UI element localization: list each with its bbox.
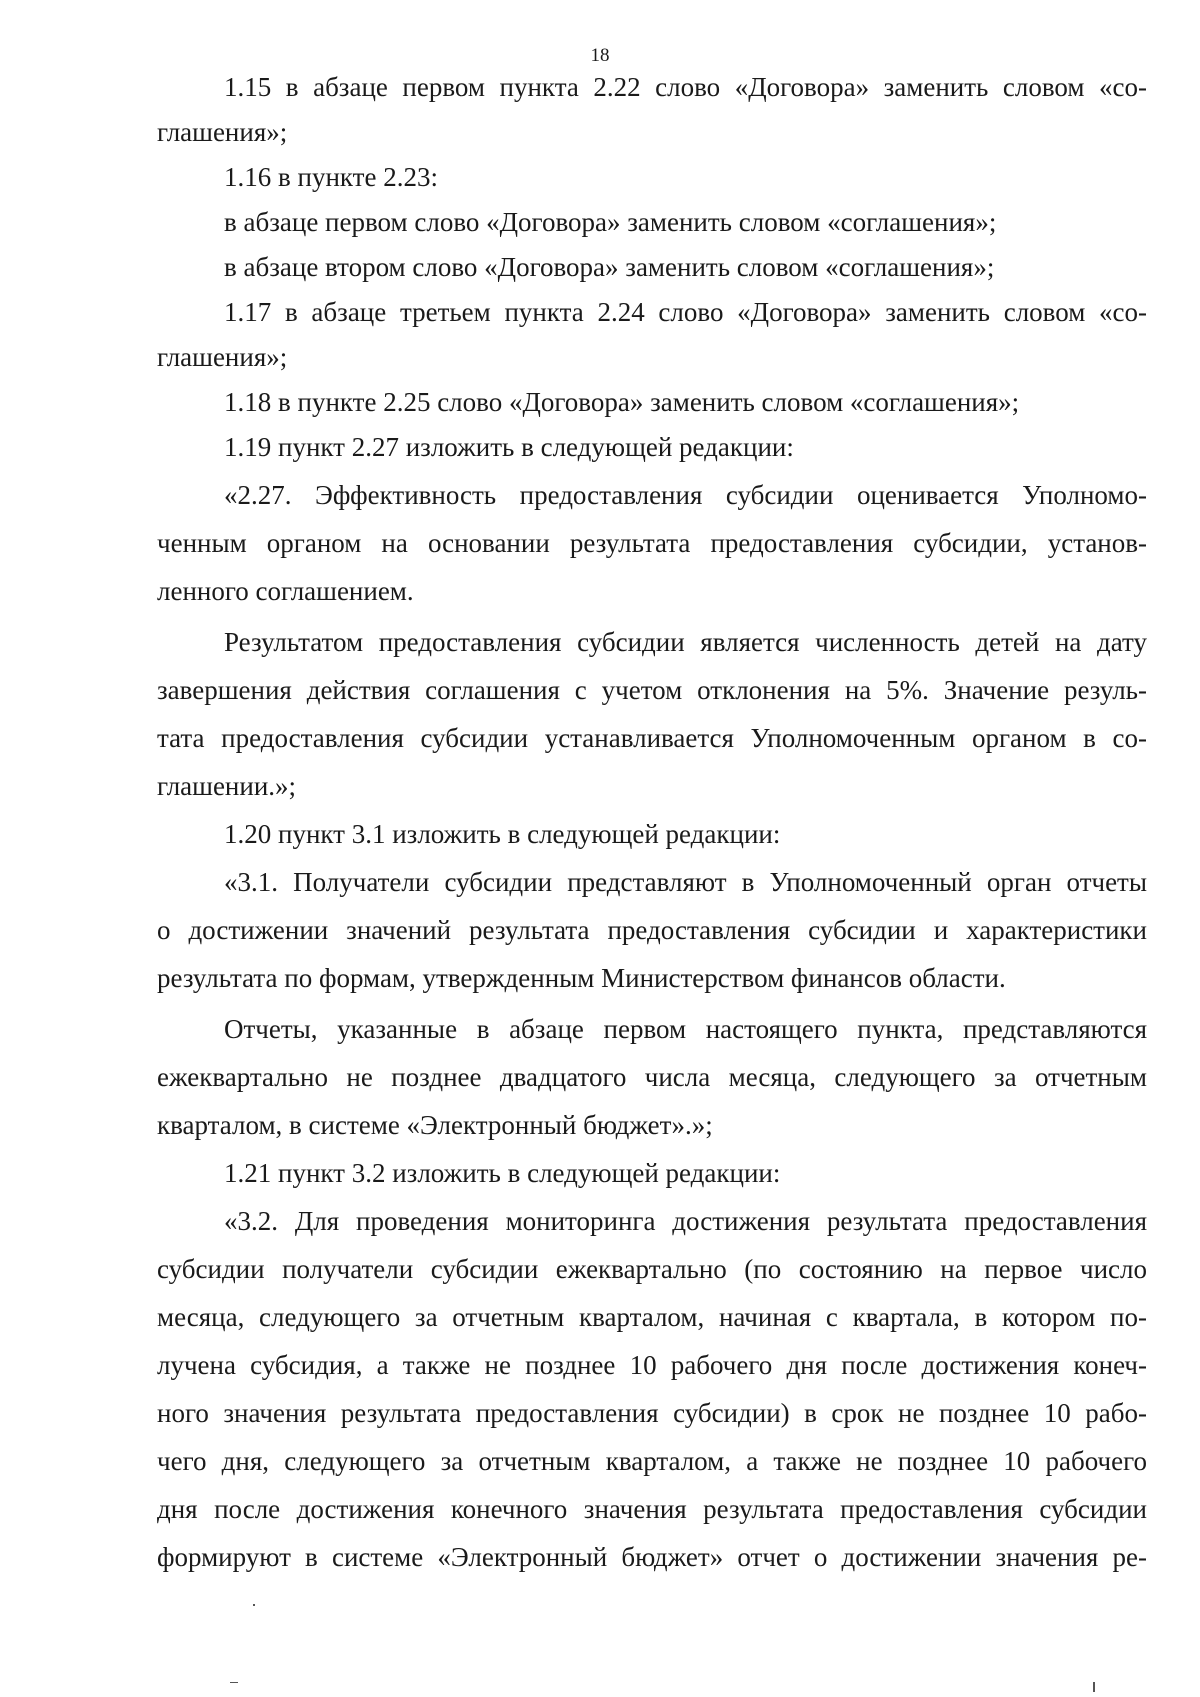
- scan-speck: [253, 1604, 255, 1606]
- scan-speck: [230, 1682, 238, 1683]
- text-line: «2.27. Эффективность предоставления субсидии оценивается Уполномо-: [224, 480, 1147, 510]
- text-line: 1.19 пункт 2.27 изложить в следующей редакции:: [224, 432, 794, 462]
- text-line: 1.20 пункт 3.1 изложить в следующей редакции:: [224, 819, 781, 849]
- text-line: 1.15 в абзаце первом пункта 2.22 слово «Договора» заменить словом «со-: [224, 72, 1147, 102]
- text-line: результата по формам, утвержденным Министерством финансов области.: [157, 963, 1006, 993]
- text-line: чего дня, следующего за отчетным кварталом, а также не позднее 10 рабочего: [157, 1446, 1147, 1476]
- text-line: субсидии получатели субсидии ежеквартально (по состоянию на первое число: [157, 1254, 1147, 1284]
- text-line: Результатом предоставления субсидии является численность детей на дату: [224, 627, 1147, 657]
- text-line: формируют в системе «Электронный бюджет» отчет о достижении значения ре-: [157, 1542, 1147, 1572]
- text-line: завершения действия соглашения с учетом отклонения на 5%. Значение резуль-: [157, 675, 1147, 705]
- text-line: в абзаце первом слово «Договора» заменить словом «соглашения»;: [224, 207, 997, 237]
- text-line: ченным органом на основании результата предоставления субсидии, установ-: [157, 528, 1147, 558]
- text-line: 1.17 в абзаце третьем пункта 2.24 слово «Договора» заменить словом «со-: [224, 297, 1147, 327]
- text-line: ного значения результата предоставления субсидии) в срок не позднее 10 рабо-: [157, 1398, 1147, 1428]
- text-line: 1.16 в пункте 2.23:: [224, 162, 438, 192]
- text-line: Отчеты, указанные в абзаце первом настоящего пункта, представляются: [224, 1014, 1147, 1044]
- text-line: о достижении значений результата предоставления субсидии и характеристики: [157, 915, 1147, 945]
- text-line: 1.21 пункт 3.2 изложить в следующей редакции:: [224, 1158, 781, 1188]
- scan-speck: [1093, 1682, 1095, 1692]
- text-line: дня после достижения конечного значения результата предоставления субсидии: [157, 1494, 1147, 1524]
- text-line: глашения»;: [157, 342, 288, 372]
- text-line: месяца, следующего за отчетным кварталом, начиная с квартала, в котором по-: [157, 1302, 1147, 1332]
- text-line: глашении.»;: [157, 771, 297, 801]
- text-line: в абзаце втором слово «Договора» заменить словом «соглашения»;: [224, 252, 995, 282]
- text-line: «3.1. Получатели субсидии представляют в Уполномоченный орган отчеты: [224, 867, 1147, 897]
- text-line: кварталом, в системе «Электронный бюджет».»;: [157, 1110, 713, 1140]
- text-line: глашения»;: [157, 117, 288, 147]
- text-line: ежеквартально не позднее двадцатого числа месяца, следующего за отчетным: [157, 1062, 1147, 1092]
- text-line: лучена субсидия, а также не позднее 10 рабочего дня после достижения конеч-: [157, 1350, 1147, 1380]
- text-line: ленного соглашением.: [157, 576, 414, 606]
- text-line: тата предоставления субсидии устанавливается Уполномоченным органом в со-: [157, 723, 1147, 753]
- page-number: 18: [590, 45, 610, 66]
- text-line: 1.18 в пункте 2.25 слово «Договора» заменить словом «соглашения»;: [224, 387, 1020, 417]
- text-line: «3.2. Для проведения мониторинга достижения результата предоставления: [224, 1206, 1147, 1236]
